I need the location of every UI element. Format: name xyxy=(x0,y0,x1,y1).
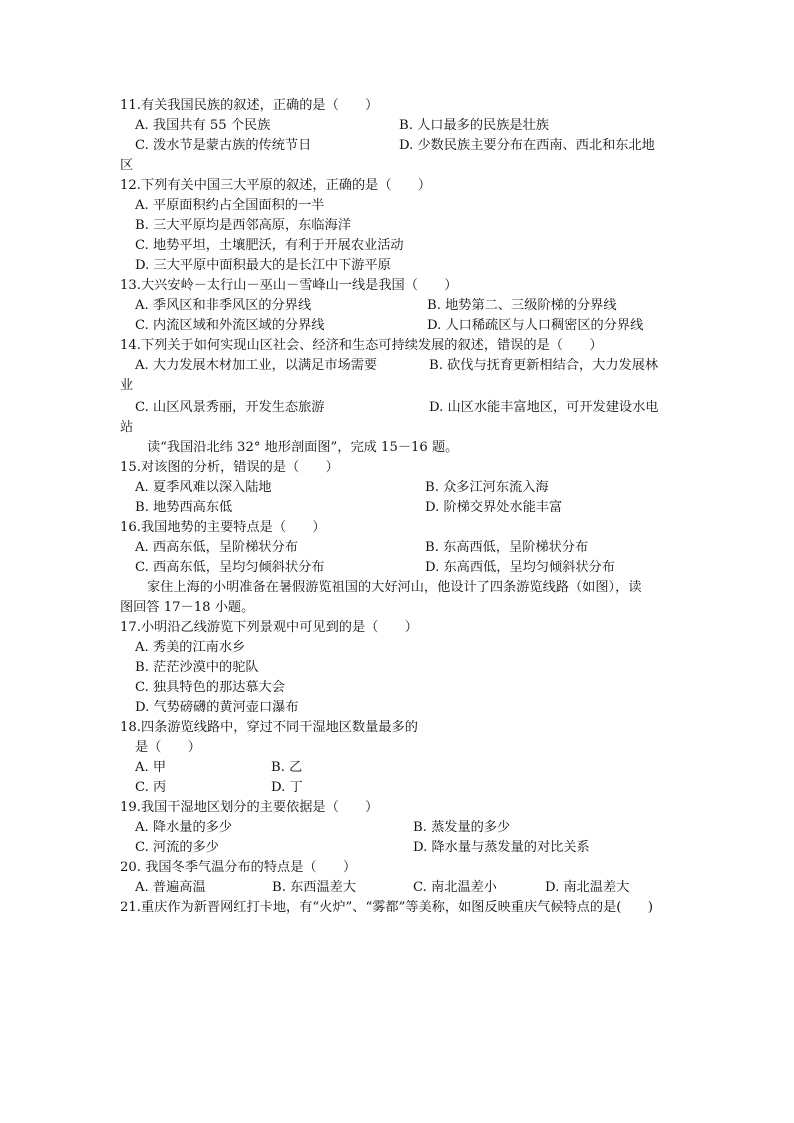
option-a: A. 大力发展木材加工业，以满足市场需要 xyxy=(135,358,378,373)
option-b-continued: 业 xyxy=(120,378,134,393)
option-d: D. 气势磅礴的黄河壶口瀑布 xyxy=(135,700,299,715)
option-d: D. 阶梯交界处水能丰富 xyxy=(425,500,563,515)
option-c: C. 泼水节是蒙古族的传统节日 xyxy=(135,138,312,153)
option-c: C. 丙 xyxy=(135,780,167,795)
option-c: C. 河流的多少 xyxy=(135,840,219,855)
option-b: B. 乙 xyxy=(271,760,303,775)
option-d: D. 人口稀疏区与人口稠密区的分界线 xyxy=(427,318,644,333)
option-d: D. 降水量与蒸发量的对比关系 xyxy=(413,840,590,855)
question-17-stem: 17.小明沿乙线游览下列景观中可见到的是（ ） xyxy=(120,620,418,635)
option-a: A. 夏季风难以深入陆地 xyxy=(135,480,272,495)
option-d: D. 南北温差大 xyxy=(545,880,630,895)
option-c: C. 南北温差小 xyxy=(413,880,497,895)
option-c: C. 内流区域和外流区域的分界线 xyxy=(135,318,325,333)
option-d: D. 山区水能丰富地区，可开发建设水电 xyxy=(429,400,659,415)
option-c: C. 西高东低，呈均匀倾斜状分布 xyxy=(135,560,325,575)
option-a: A. 甲 xyxy=(135,760,167,775)
option-d: D. 少数民族主要分布在西南、西北和东北地 xyxy=(399,138,655,153)
option-d: D. 丁 xyxy=(271,780,303,795)
question-11-stem: 11.有关我国民族的叙述，正确的是（ ） xyxy=(120,98,379,113)
option-b: B. 众多江河东流入海 xyxy=(425,480,549,495)
reading-prompt-15-16: 读“我国沿北纬 32° 地形剖面图”，完成 15－16 题。 xyxy=(147,440,459,455)
option-a: A. 普遍高温 xyxy=(135,880,206,895)
question-16-stem: 16.我国地势的主要特点是（ ） xyxy=(120,520,326,535)
question-18-stem-continued: 是（ ） xyxy=(135,740,201,755)
option-b: B. 东西温差大 xyxy=(272,880,357,895)
question-18-stem: 18.四条游览线路中，穿过不同干湿地区数量最多的 xyxy=(120,720,418,735)
question-12-stem: 12.下列有关中国三大平原的叙述，正确的是（ ） xyxy=(120,178,432,193)
question-14-stem: 14.下列关于如何实现山区社会、经济和生态可持续发展的叙述，错误的是（ ） xyxy=(120,338,603,353)
option-d: D. 三大平原中面积最大的是长江中下游平原 xyxy=(135,258,391,273)
option-b: B. 三大平原均是西邻高原，东临海洋 xyxy=(135,218,351,233)
option-c: C. 地势平坦，土壤肥沃，有利于开展农业活动 xyxy=(135,238,404,253)
option-a: A. 季风区和非季风区的分界线 xyxy=(135,298,312,313)
option-b: B. 人口最多的民族是壮族 xyxy=(399,118,549,133)
question-15-stem: 15.对该图的分析，错误的是（ ） xyxy=(120,460,339,475)
question-21-stem: 21.重庆作为新晋网红打卡地，有“火炉”、“雾都”等美称，如图反映重庆气候特点的是( ) xyxy=(120,900,653,915)
option-a: A. 平原面积约占全国面积的一半 xyxy=(135,198,325,213)
option-a: A. 秀美的江南水乡 xyxy=(135,640,246,655)
option-a: A. 西高东低，呈阶梯状分布 xyxy=(135,540,298,555)
option-c: C. 山区风景秀丽，开发生态旅游 xyxy=(135,400,325,415)
option-b: B. 茫茫沙漠中的驼队 xyxy=(135,660,259,675)
option-b: B. 东高西低，呈阶梯状分布 xyxy=(425,540,589,555)
option-d-continued: 站 xyxy=(120,420,134,435)
reading-prompt-17-18-line1: 家住上海的小明准备在暑假游览祖国的大好河山，他设计了四条游览线路（如图），读 xyxy=(147,580,642,595)
option-d-continued: 区 xyxy=(120,158,134,173)
reading-prompt-17-18-line2: 图回答 17－18 小题。 xyxy=(120,600,255,615)
option-a: A. 我国共有 55 个民族 xyxy=(135,118,271,133)
question-20-stem: 20. 我国冬季气温分布的特点是（ ） xyxy=(120,860,357,875)
option-c: C. 独具特色的那达慕大会 xyxy=(135,680,285,695)
question-13-stem: 13.大兴安岭－太行山－巫山－雪峰山一线是我国（ ） xyxy=(120,278,458,293)
option-a: A. 降水量的多少 xyxy=(135,820,233,835)
option-c: B. 地势西高东低 xyxy=(135,500,233,515)
option-b: B. 地势第二、三级阶梯的分界线 xyxy=(427,298,617,313)
question-19-stem: 19.我国干湿地区划分的主要依据是（ ） xyxy=(120,800,379,815)
option-b: B. 蒸发量的多少 xyxy=(413,820,511,835)
option-d: D. 东高西低，呈均匀倾斜状分布 xyxy=(425,560,615,575)
option-b: B. 砍伐与抚育更新相结合，大力发展林 xyxy=(429,358,659,373)
